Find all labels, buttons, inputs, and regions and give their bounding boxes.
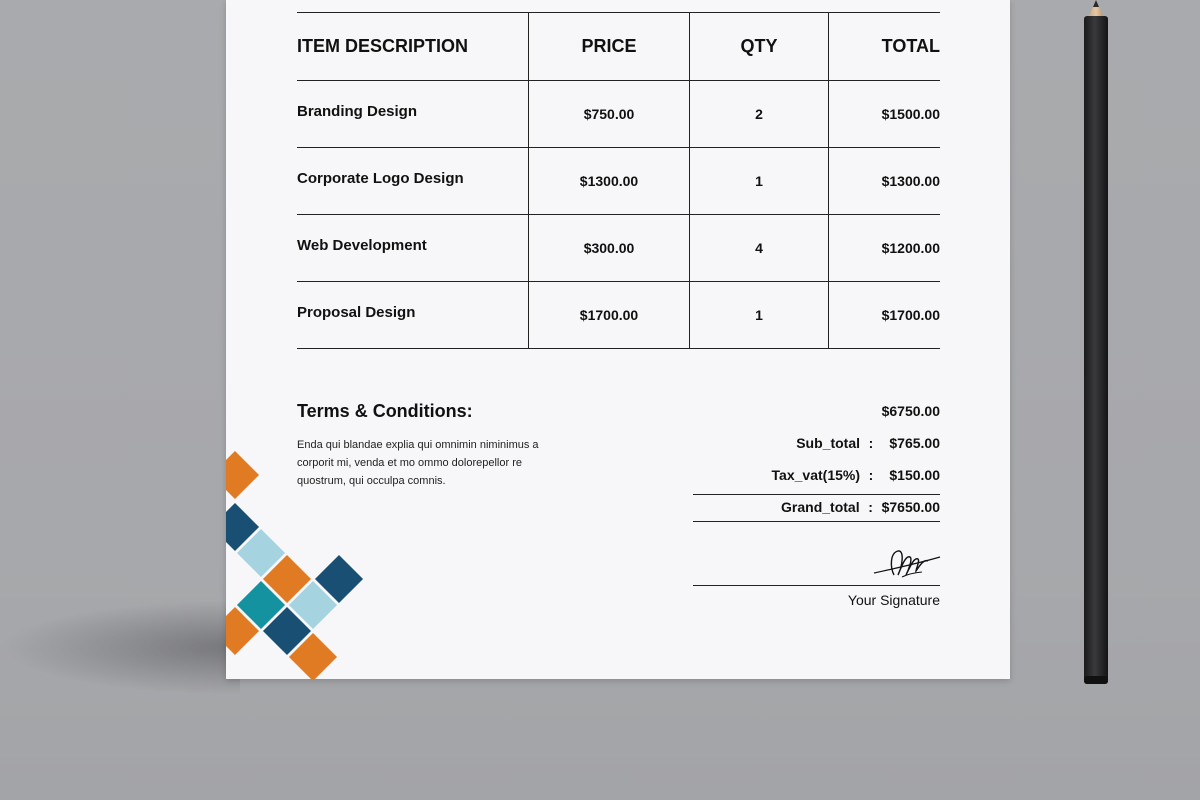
table-row: [297, 148, 940, 215]
subtotal-value: $765.00: [889, 435, 940, 451]
grand-total-label: Grand_total: [781, 499, 860, 515]
invoice-table: [297, 12, 940, 349]
invoice-page: [226, 0, 1010, 679]
item-price: $300.00: [528, 215, 689, 281]
item-qty: 4: [689, 215, 828, 281]
header-description: ITEM DESCRIPTION: [297, 36, 469, 56]
item-price: $750.00: [528, 81, 689, 147]
tax-label: Tax_vat(15%): [771, 467, 860, 483]
tax-colon: :: [868, 467, 874, 483]
tax-value: $150.00: [889, 467, 940, 483]
header-qty: QTY: [689, 13, 828, 80]
item-description: Corporate Logo Design: [297, 170, 464, 187]
grand-total-value: $7650.00: [881, 499, 940, 515]
table-row: [297, 282, 940, 349]
summary-divider-top: [693, 494, 940, 495]
signature-line: [693, 585, 940, 586]
table-row: [297, 81, 940, 148]
item-total: $1300.00: [828, 148, 940, 214]
item-price: $1700.00: [528, 282, 689, 348]
summary-divider-bottom: [693, 521, 940, 522]
summary-grand-total: [781, 499, 940, 515]
table-row: [297, 215, 940, 282]
grand-total-colon: :: [868, 499, 873, 515]
summary-amount-value: $6750.00: [881, 403, 940, 419]
item-qty: 1: [689, 148, 828, 214]
header-price: PRICE: [528, 13, 689, 80]
tile-orange: [226, 451, 259, 499]
terms-text: Enda qui blandae explia qui omnimin niminimus a corporit mi, venda et mo ommo dolorepellor re quostrum, qui occulpa comnis.: [297, 439, 539, 487]
table-header: [297, 12, 940, 81]
item-price: $1300.00: [528, 148, 689, 214]
signature-mark: [872, 545, 942, 581]
header-total: TOTAL: [828, 13, 940, 80]
summary-tax: [772, 467, 940, 483]
summary-subtotal: [796, 435, 940, 451]
subtotal-label: Sub_total: [796, 435, 860, 451]
pencil: [1076, 0, 1116, 700]
item-description: Proposal Design: [297, 304, 416, 321]
summary-amount: [882, 403, 940, 419]
paper-shadow: [0, 600, 240, 695]
item-description: Branding Design: [297, 103, 418, 120]
terms-title: Terms & Conditions:: [297, 401, 473, 421]
item-total: $1700.00: [828, 282, 940, 348]
item-total: $1500.00: [828, 81, 940, 147]
item-total: $1200.00: [828, 215, 940, 281]
signature-label: Your Signature: [847, 592, 940, 608]
item-qty: 2: [689, 81, 828, 147]
subtotal-colon: :: [868, 435, 874, 451]
item-description: Web Development: [297, 237, 427, 254]
item-qty: 1: [689, 282, 828, 348]
decorative-tiles: [226, 440, 426, 679]
